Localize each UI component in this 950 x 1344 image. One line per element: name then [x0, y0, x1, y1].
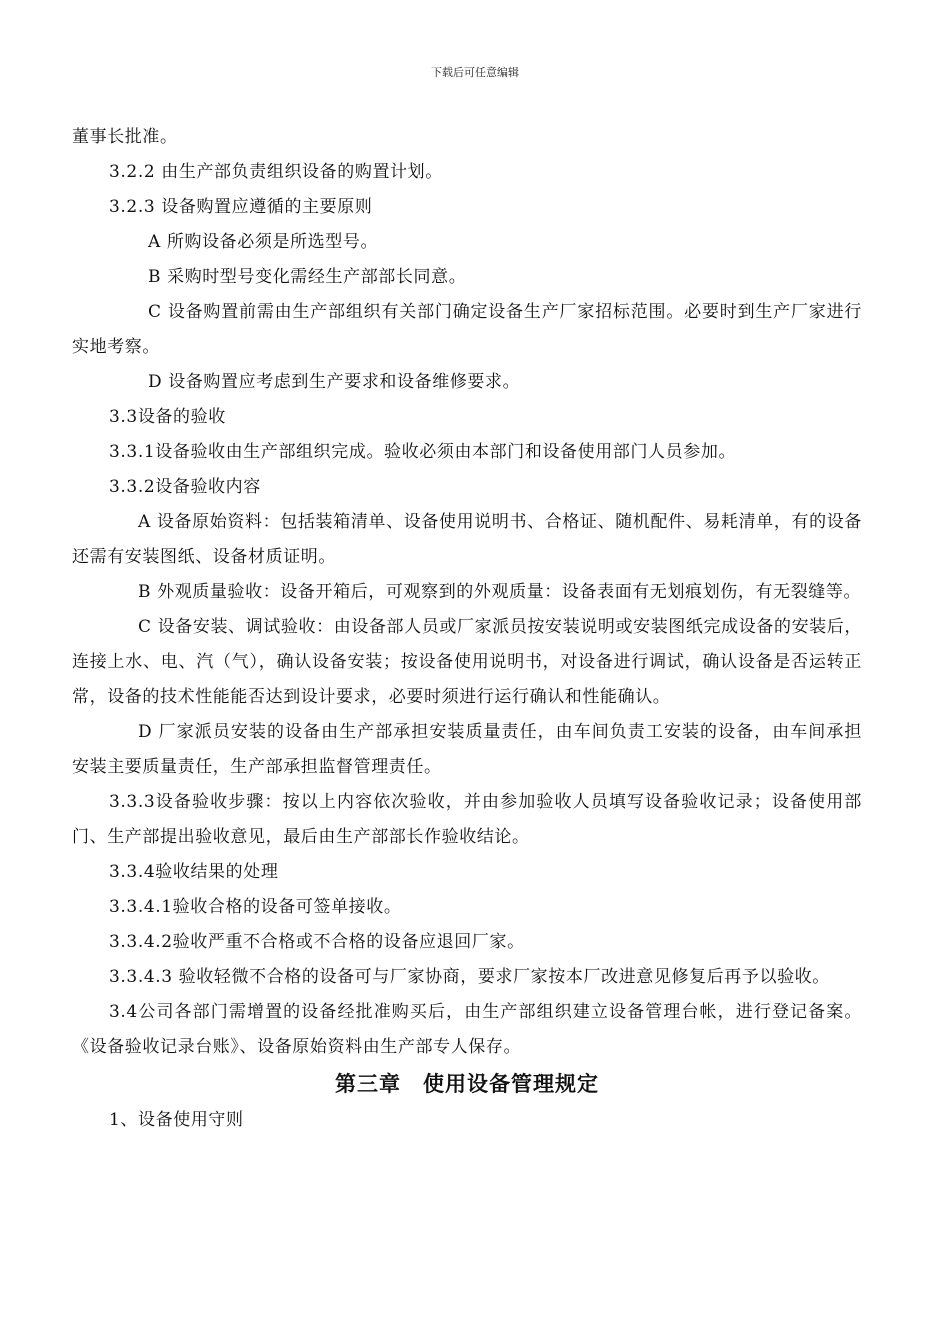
page-header: 下载后可任意编辑 [431, 66, 519, 79]
paragraph: A 设备原始资料：包括装箱清单、设备使用说明书、合格证、随机配件、易耗清单，有的设备还需有安装图纸、设备材质证明。 [72, 512, 862, 567]
paragraph: 3.3.4.2验收严重不合格或不合格的设备应退回厂家。 [109, 932, 525, 952]
paragraph: 3.3设备的验收 [109, 407, 226, 427]
paragraph: C 设备购置前需由生产部组织有关部门确定设备生产厂家招标范围。必要时到生产厂家进行实地考察。 [72, 302, 862, 357]
paragraph: C 设备安装、调试验收：由设备部人员或厂家派员按安装说明或安装图纸完成设备的安装后，连接上水、电、汽（气），确认设备安装；按设备使用说明书，对设备进行调试，确认设备是否运转正常，设备的技术性能能否达到设计要求，必要时须进行运行确认和性能确认。 [72, 617, 862, 707]
paragraph: D 厂家派员安装的设备由生产部承担安装质量责任，由车间负责工安装的设备，由车间承担安装主要质量责任，生产部承担监督管理责任。 [72, 722, 862, 777]
paragraph: 3.3.1设备验收由生产部组织完成。验收必须由本部门和设备使用部门人员参加。 [109, 442, 737, 462]
paragraph: 3.3.4.3 验收轻微不合格的设备可与厂家协商，要求厂家按本厂改进意见修复后再予以验收。 [109, 967, 830, 987]
document-body [72, 120, 862, 1138]
paragraph: 董事长批准。 [72, 127, 178, 147]
paragraph: B 外观质量验收：设备开箱后，可观察到的外观质量：设备表面有无划痕划伤，有无裂缝等。 [138, 582, 862, 602]
paragraph: 3.4公司各部门需增置的设备经批准购买后，由生产部组织建立设备管理台帐，进行登记备案。《设备验收记录台账》、设备原始资料由生产部专人保存。 [72, 1002, 862, 1057]
paragraph: 3.2.3 设备购置应遵循的主要原则 [109, 197, 373, 217]
paragraph: 3.3.4验收结果的处理 [109, 862, 279, 882]
paragraph: D 设备购置应考虑到生产要求和设备维修要求。 [148, 372, 521, 392]
paragraph: 3.3.3设备验收步骤：按以上内容依次验收，并由参加验收人员填写设备验收记录；设备使用部门、生产部提出验收意见，最后由生产部部长作验收结论。 [72, 792, 862, 847]
paragraph: A 所购设备必须是所选型号。 [148, 232, 379, 252]
paragraph: B 采购时型号变化需经生产部部长同意。 [148, 267, 467, 287]
chapter-title: 第三章 使用设备管理规定 [335, 1072, 599, 1096]
paragraph: 3.3.2设备验收内容 [109, 477, 261, 497]
section-heading: 1、设备使用守则 [109, 1110, 244, 1130]
paragraph: 3.2.2 由生产部负责组织设备的购置计划。 [109, 162, 443, 182]
paragraph: 3.3.4.1验收合格的设备可签单接收。 [109, 897, 402, 917]
